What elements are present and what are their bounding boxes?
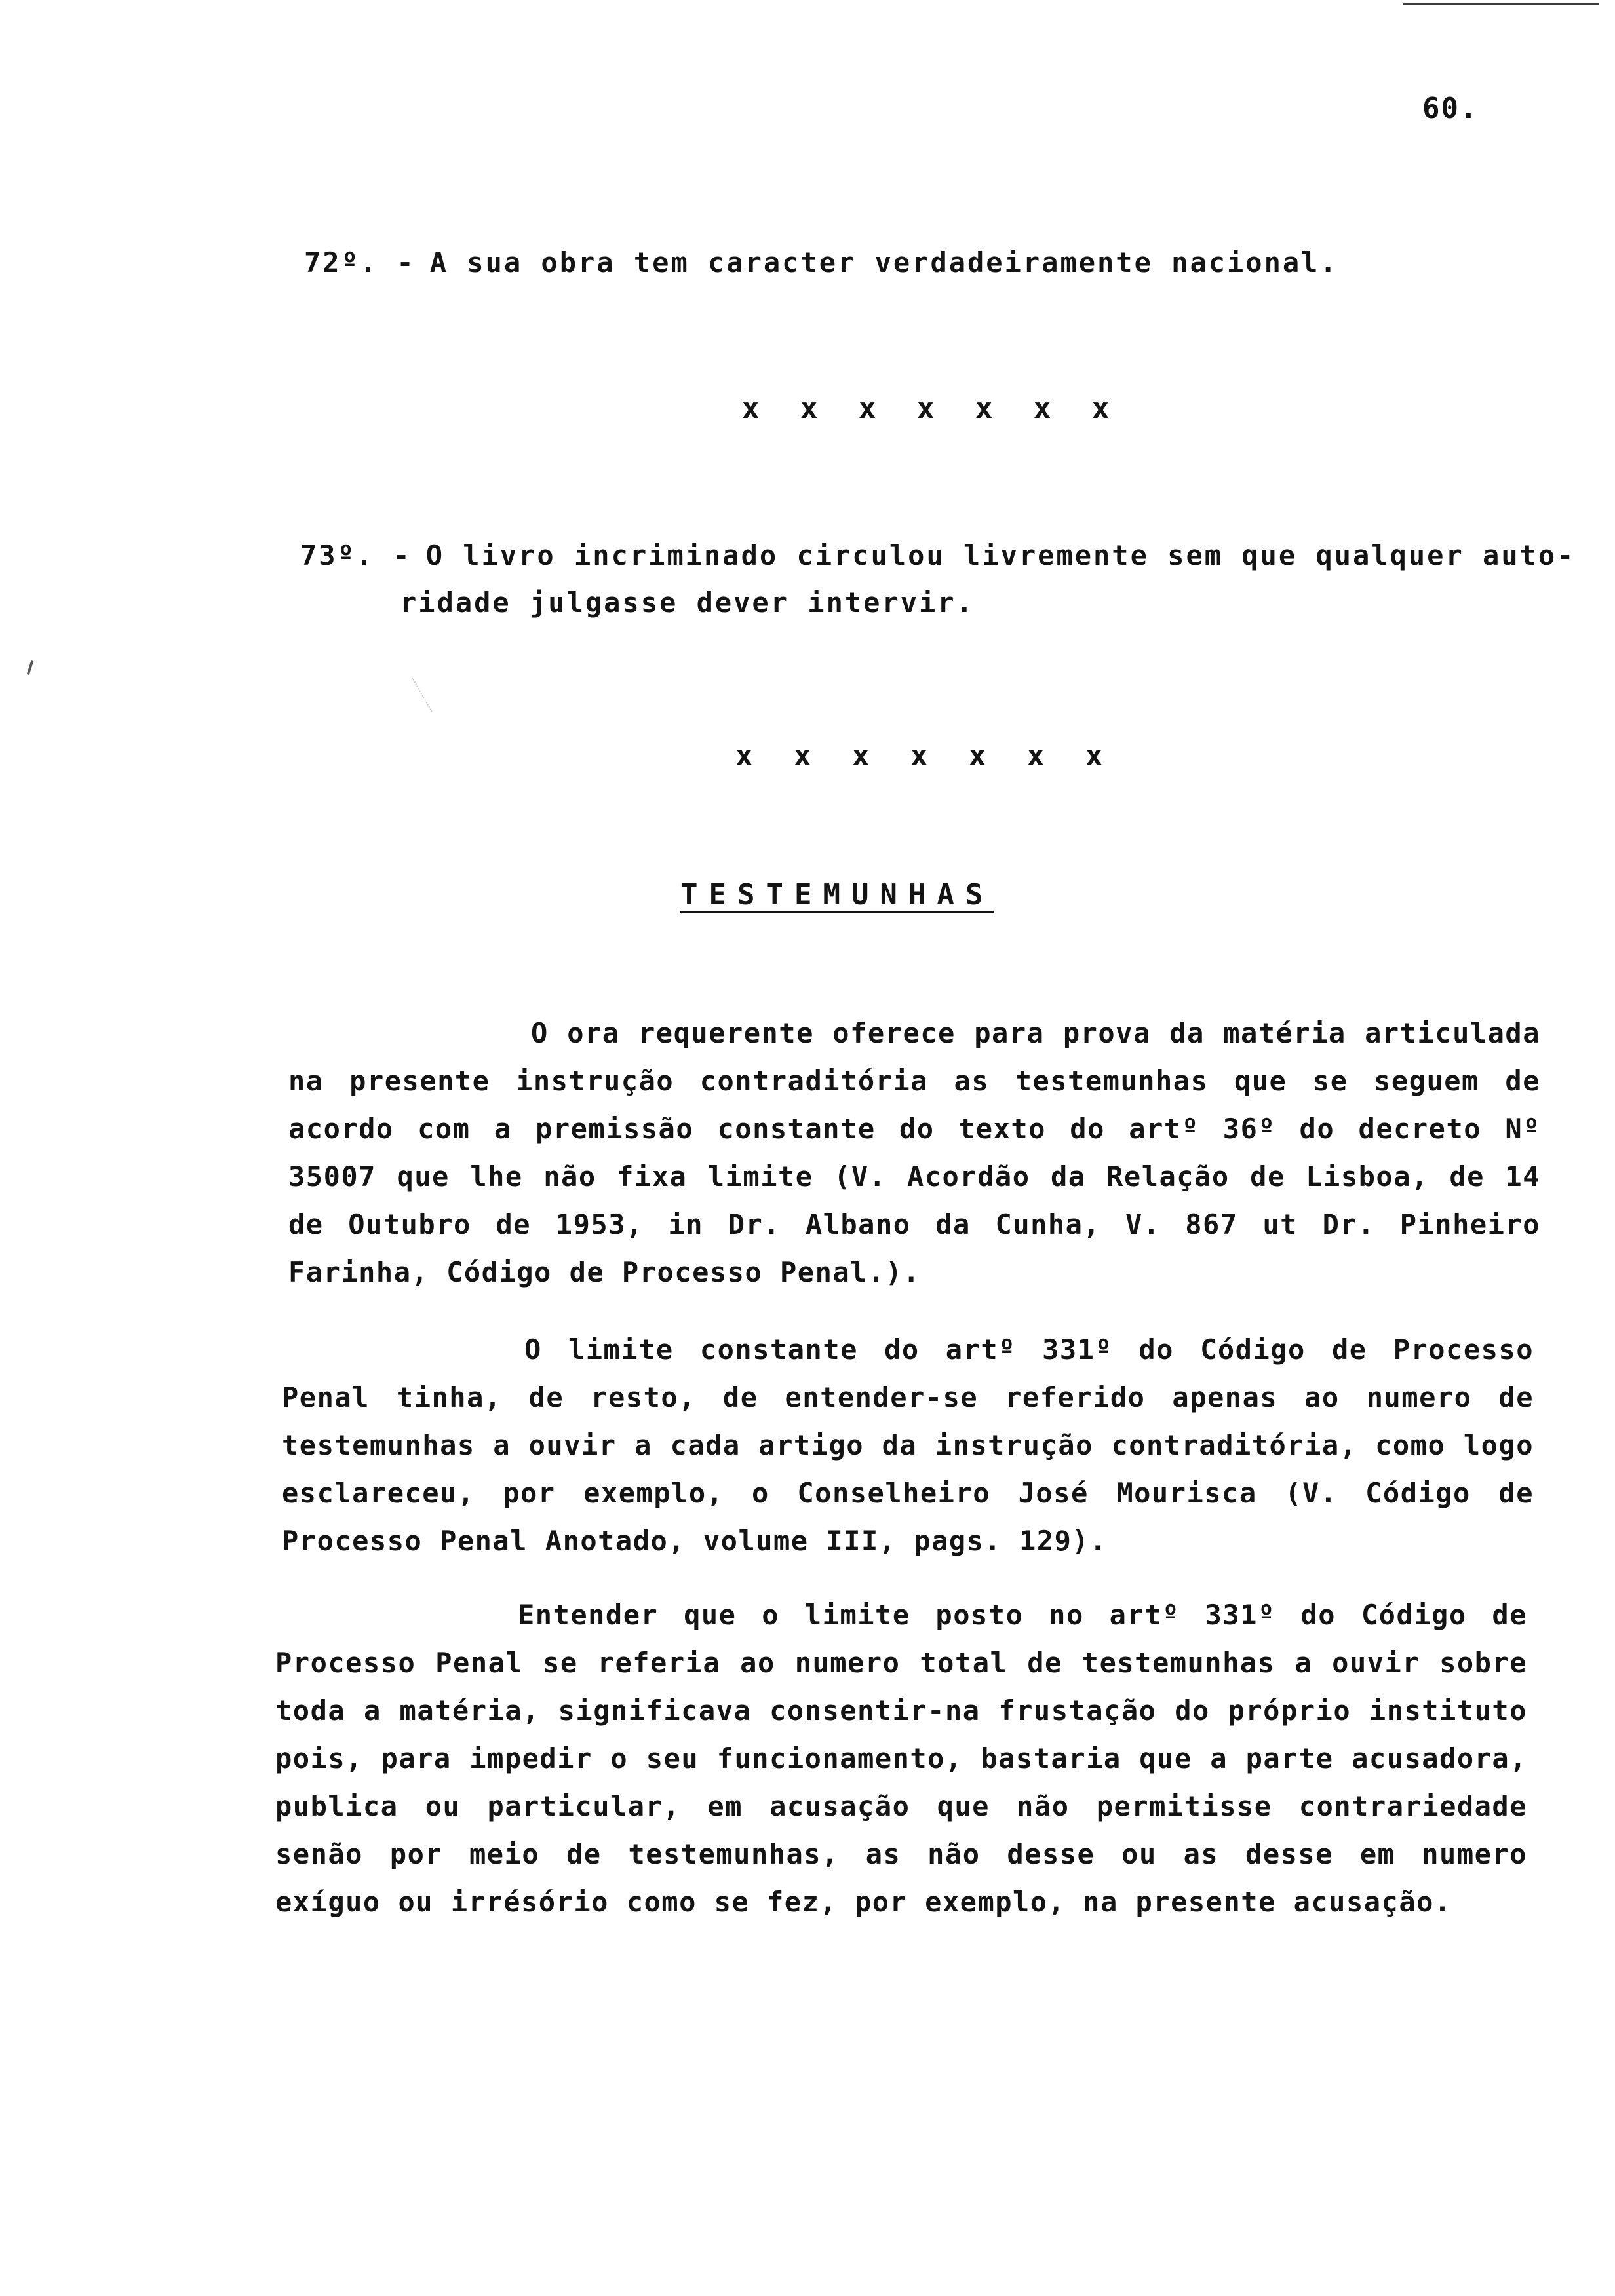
top-edge-rule bbox=[1403, 3, 1599, 5]
paragraph: O ora requerente oferece para prova da matéria articulada na presente instrução contraditória as testemunhas que se seguem de acordo com a premissão constante do texto do artº 36º do decreto Nº 35007 que lhe não fixa limite (V. Acordão da Relação de Lisboa, de 14 de Outubro de 1953, in Dr. Albano da Cunha, V. 867 ut Dr. Pinheiro Farinha, Código de Processo Penal.). bbox=[288, 1017, 1540, 1288]
article-text: O livro incriminado circulou livremente sem que qualquer auto- bbox=[425, 539, 1576, 571]
margin-mark bbox=[27, 660, 34, 675]
section-title: TESTEMUNHAS bbox=[680, 878, 994, 911]
page-number: 60. bbox=[1422, 92, 1479, 125]
separator-marks: x x x x x x x bbox=[735, 739, 1115, 773]
article-number: 73º. - bbox=[300, 539, 412, 571]
article-text-continuation: ridade julgasse dever intervir. bbox=[400, 586, 975, 619]
paragraph: O limite constante do artº 331º do Código de Processo Penal tinha, de resto, de entender-se referido apenas ao numero de testemunhas a ouvir a cada artigo da instrução contraditória, como logo esclareceu, por exemplo, o Conselheiro José Mourisca (V. Código de Processo Penal Anotado, volume III, pags. 129). bbox=[282, 1333, 1534, 1557]
page-smudge bbox=[412, 664, 455, 712]
article-73 bbox=[300, 532, 1575, 626]
article-number: 72º. - bbox=[304, 246, 416, 278]
separator-marks: x x x x x x x bbox=[742, 392, 1121, 425]
article-text: A sua obra tem caracter verdadeiramente nacional. bbox=[429, 246, 1338, 278]
article-72 bbox=[304, 239, 1338, 286]
paragraph: Entender que o limite posto no artº 331º do Código de Processo Penal se referia ao numero total de testemunhas a ouvir sobre toda a matéria, significava consentir-na frustação do próprio instituto pois, para impedir o seu funcionamento, bastaria que a parte acusadora, publica ou particular, em acusação que não permitisse contrariedade senão por meio de testemunhas, as não desse ou as desse em numero exíguo ou irrésório como se fez, por exemplo, na presente acusação. bbox=[275, 1599, 1527, 1918]
